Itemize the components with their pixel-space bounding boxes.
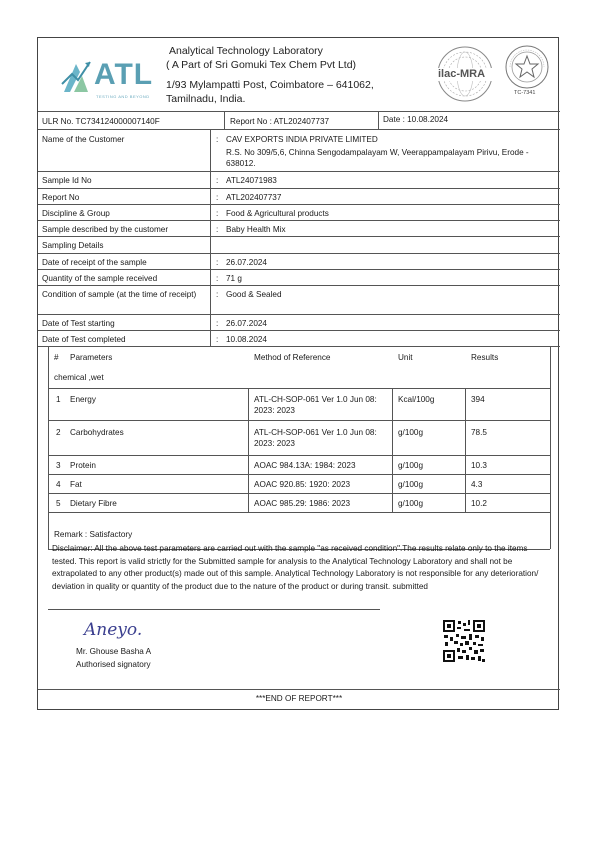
signatory-title: Authorised signatory [76, 660, 151, 669]
sample-id-label: Sample Id No [42, 176, 92, 185]
sample-described-label: Sample described by the customer [42, 225, 169, 234]
divider [210, 129, 211, 346]
report-no-value: ATL202407737 [226, 193, 282, 202]
row-number: 4 [56, 480, 61, 489]
header-parameters: Parameters [70, 353, 113, 362]
customer-name: CAV EXPORTS INDIA PRIVATE LIMITED [226, 135, 378, 144]
customer-address: R.S. No 309/5,6, Chinna Sengodampalayam W, Veerappampalayam Pirivu, Erode - 638012. [226, 148, 529, 168]
divider [48, 420, 550, 421]
signature: Aneyo. [84, 620, 143, 640]
sample-described-value: Baby Health Mix [226, 225, 286, 234]
colon: : [216, 335, 219, 344]
test-completed-value: 10.08.2024 [226, 335, 267, 344]
receipt-date-value: 26.07.2024 [226, 258, 267, 267]
header-number: # [54, 353, 59, 362]
ilac-text: ilac-MRA [438, 68, 486, 80]
divider [48, 455, 550, 456]
report-no-label: Report No [42, 193, 80, 202]
end-of-report: ***END OF REPORT*** [255, 694, 343, 703]
condition-value: Good & Sealed [226, 290, 282, 299]
signatory-name: Mr. Ghouse Basha A [76, 647, 152, 656]
unit: g/100g [398, 428, 424, 437]
divider [38, 188, 560, 189]
result: 78.5 [471, 428, 487, 437]
divider [48, 609, 380, 610]
divider [48, 346, 49, 549]
colon: : [216, 225, 219, 234]
unit: g/100g [398, 461, 424, 470]
header-results: Results [471, 353, 499, 362]
method: ATL-CH-SOP-061 Ver 1.0 Jun 08: 2023: 2023 [254, 395, 377, 415]
divider [378, 111, 379, 129]
colon: : [216, 209, 219, 218]
atl-logo [60, 52, 160, 100]
divider [465, 388, 466, 512]
ulr-number: ULR No. TC734124000007140F [42, 117, 160, 126]
divider [38, 204, 560, 205]
divider [48, 512, 550, 513]
quantity-label: Quantity of the sample received [42, 274, 158, 283]
divider [48, 493, 550, 494]
divider [38, 314, 560, 315]
report-number: Report No : ATL202407737 [230, 117, 330, 126]
parameter: Fat [70, 480, 82, 489]
colon: : [216, 176, 219, 185]
logo-tagline: TESTING AND BEYOND [96, 94, 150, 99]
test-completed-label: Date of Test completed [42, 335, 126, 344]
test-start-value: 26.07.2024 [226, 319, 267, 328]
divider [38, 253, 560, 254]
discipline-label: Discipline & Group [42, 209, 110, 218]
divider [38, 171, 560, 172]
parameter: Protein [70, 461, 96, 470]
divider [38, 269, 560, 270]
qr-code[interactable] [442, 619, 486, 663]
parameter: Carbohydrates [70, 428, 124, 437]
sample-id-value: ATL24071983 [226, 176, 277, 185]
divider [38, 236, 560, 237]
lab-address-line2: Tamilnadu, India. [166, 93, 246, 105]
colon: : [216, 135, 219, 144]
row-number: 1 [56, 395, 61, 404]
customer-label: Name of the Customer [42, 135, 125, 144]
atl-logo-mark [60, 56, 94, 96]
unit: g/100g [398, 480, 424, 489]
divider [38, 111, 560, 112]
disclaimer: Disclaimer: All the above test parameters are carried out with the sample "as received condition".The results relate only to the items tested. This report is valid strictly for the Submitted sample for analysis to the Analytical Technology Laboratory and shall not be extrapolated to any other product(s) made out of this sample. Analytical Technology Laboratory is not responsible for any deterioration/ deviation in quality or quantity of the product due to the nature of the product or during transit. submitted [52, 544, 539, 591]
divider [224, 111, 225, 129]
colon: : [216, 290, 219, 299]
quantity-value: 71 g [226, 274, 242, 283]
divider [38, 330, 560, 331]
condition-label: Condition of sample (at the time of receipt) [42, 290, 197, 299]
report-date: Date : 10.08.2024 [383, 115, 449, 124]
accreditation-seal [504, 44, 550, 102]
logo-text: ATL [94, 58, 154, 91]
method: ATL-CH-SOP-061 Ver 1.0 Jun 08: 2023: 2023 [254, 428, 377, 448]
header-method: Method of Reference [254, 353, 331, 362]
lab-parent: ( A Part of Sri Gomuki Tex Chem Pvt Ltd) [166, 59, 357, 71]
test-start-label: Date of Test starting [42, 319, 115, 328]
unit: g/100g [398, 499, 424, 508]
divider [248, 388, 249, 512]
divider [550, 346, 551, 549]
method: AOAC 920.85: 1920: 2023 [254, 480, 351, 489]
result: 394 [471, 395, 485, 404]
discipline-value: Food & Agricultural products [226, 209, 329, 218]
divider [38, 220, 560, 221]
row-number: 5 [56, 499, 61, 508]
results-table [48, 346, 550, 549]
divider [38, 285, 560, 286]
result: 10.3 [471, 461, 487, 470]
nabl-seal-icon [504, 44, 550, 90]
unit: Kcal/100g [398, 395, 435, 404]
ilac-mra-logo [434, 44, 496, 104]
divider [38, 689, 560, 690]
parameter: Energy [70, 395, 96, 404]
result: 4.3 [471, 480, 483, 489]
method: AOAC 985.29: 1986: 2023 [254, 499, 351, 508]
lab-name: Analytical Technology Laboratory [169, 45, 323, 57]
group-label: chemical ,wet [54, 373, 104, 382]
report-page [37, 37, 559, 710]
divider [38, 129, 560, 130]
sampling-details-heading: Sampling Details [42, 241, 104, 250]
qr-code-icon [442, 619, 486, 663]
remark: Remark : Satisfactory [54, 530, 133, 539]
method: AOAC 984.13A: 1984: 2023 [254, 461, 356, 470]
divider [392, 388, 393, 512]
header-unit: Unit [398, 353, 413, 362]
parameter: Dietary Fibre [70, 499, 117, 508]
colon: : [216, 274, 219, 283]
lab-address-line1: 1/93 Mylampatti Post, Coimbatore – 641062, [166, 79, 374, 91]
colon: : [216, 258, 219, 267]
colon: : [216, 193, 219, 202]
row-number: 3 [56, 461, 61, 470]
row-number: 2 [56, 428, 61, 437]
receipt-date-label: Date of receipt of the sample [42, 258, 147, 267]
divider [48, 388, 550, 389]
colon: : [216, 319, 219, 328]
accreditation-code: TC-7341 [514, 90, 536, 96]
result: 10.2 [471, 499, 487, 508]
divider [48, 474, 550, 475]
